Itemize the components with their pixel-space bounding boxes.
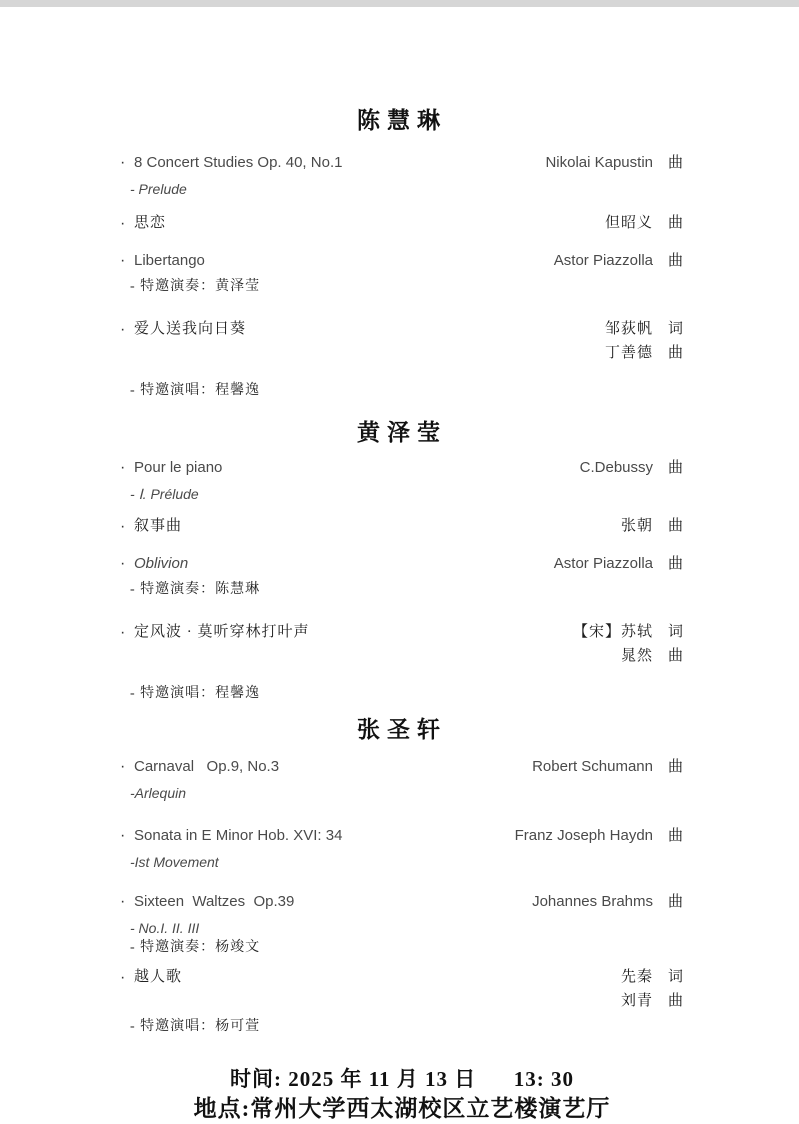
credit-name: 晁然 [620,648,653,664]
performer-name: 黄泽莹 [357,420,447,445]
credit-role: 曲 [668,759,684,775]
footer-time: 时间: 2025 年 11 月 13 日 13: 30 [229,1067,575,1091]
piece-block [120,826,684,871]
bullet-icon: · [120,518,126,535]
piece-block [120,554,684,599]
piece-row [120,153,684,178]
piece-subtitle: -Ist Movement [130,854,219,870]
credit-role: 曲 [668,894,684,910]
piece-credits [532,892,684,917]
piece-subtitle: - Prelude [130,181,187,197]
piece-block [120,214,684,238]
program-body [0,102,799,1124]
bullet-icon: · [120,969,126,986]
bullet-icon: · [120,758,126,775]
piece-subtitle: - 特邀演唱：程馨逸 [130,686,261,701]
piece-row [120,757,684,782]
piece-block [120,517,684,541]
piece-credits [545,153,684,178]
credit-name: Astor Piazzolla [553,252,653,269]
piece-subtitle: - 特邀演奏：杨竣文 [130,940,261,955]
credit-role: 词 [668,969,684,985]
credit-role: 曲 [668,556,684,572]
credit-role: 曲 [668,460,684,476]
piece-block [120,968,684,1036]
piece-block [120,153,684,198]
piece-subtitle: - 特邀演唱：程馨逸 [130,383,261,398]
piece-title: Sonata in E Minor Hob. XVI: 34 [134,827,343,844]
piece-row [120,554,684,579]
piece-credits [621,968,684,1016]
piece-credits [605,214,684,238]
bullet-icon: · [120,893,126,910]
piece-credits [621,517,684,541]
credit-name: Astor Piazzolla [553,555,653,572]
piece-subtitle: - 特邀演奏：黄泽莹 [130,279,261,294]
piece-row [120,320,684,368]
credit-role: 词 [668,624,684,640]
credit-name: C.Debussy [579,459,653,476]
piece-block [120,623,684,703]
credit-name: 刘青 [620,993,653,1009]
piece-title: 思恋 [134,215,167,231]
piece-title: 爱人送我向日葵 [134,321,247,337]
credit-name: 但昭义 [604,215,653,231]
piece-title: 定风波 · 莫听穿林打叶声 [134,624,310,640]
credit-role: 曲 [668,828,684,844]
credit-name: 先秦 [620,969,653,985]
piece-subtitle: - 特邀演奏：陈慧琳 [130,582,261,597]
piece-row [120,214,684,238]
credit-role: 曲 [668,648,684,664]
credit-role: 词 [668,321,684,337]
piece-block [120,458,684,503]
bullet-icon: · [120,555,126,572]
piece-credits [573,623,684,671]
piece-credits [605,320,684,368]
piece-subtitle: - Ⅰ. Prélude [130,486,199,502]
bullet-icon: · [120,215,126,232]
piece-block [120,251,684,296]
performer-name: 张圣轩 [357,717,447,742]
piece-credits [554,251,684,276]
piece-row [120,968,684,1016]
piece-credits [515,826,684,851]
bullet-icon: · [120,321,126,338]
performer-name: 陈慧琳 [357,108,447,133]
credit-name: 邹荻帆 [604,321,653,337]
credit-name: Nikolai Kapustin [545,154,653,171]
piece-row [120,458,684,483]
piece-credits [554,554,684,579]
top-gray-bar [0,0,799,7]
bullet-icon: · [120,154,126,171]
piece-row [120,892,684,917]
credit-name: 张朝 [620,518,653,534]
piece-title: Sixteen Waltzes Op.39 [134,893,295,910]
bullet-icon: · [120,252,126,269]
credit-name: 【宋】苏轼 [572,624,653,640]
piece-title: 叙事曲 [134,518,183,534]
piece-block [120,320,684,400]
credit-name: Johannes Brahms [532,893,653,910]
bullet-icon: · [120,624,126,641]
credit-role: 曲 [668,345,684,361]
bullet-icon: · [120,459,126,476]
piece-block [120,892,684,957]
credit-name: Franz Joseph Haydn [514,827,653,844]
credit-role: 曲 [668,215,684,231]
piece-subtitle: -Arlequin [130,785,187,801]
piece-subtitle: - No.I. II. III [130,920,200,936]
piece-title: Pour le piano [134,459,223,476]
piece-row [120,623,684,671]
credit-role: 曲 [668,253,684,269]
piece-credits [532,757,684,782]
footer-venue: 地点:常州大学西太湖校区立艺楼演艺厅 [193,1096,611,1121]
credit-role: 曲 [668,518,684,534]
piece-block [120,757,684,802]
piece-title: Carnaval Op.9, No.3 [134,758,280,775]
piece-subtitle: - 特邀演唱：杨可萱 [130,1019,261,1034]
footer [120,1066,684,1124]
piece-credits [580,458,684,483]
piece-title: Oblivion [134,555,189,572]
piece-row [120,826,684,851]
credit-name: Robert Schumann [532,758,653,775]
piece-row [120,251,684,276]
bullet-icon: · [120,827,126,844]
piece-title: 8 Concert Studies Op. 40, No.1 [134,154,343,171]
credit-role: 曲 [668,155,684,171]
piece-title: 越人歌 [134,969,183,985]
credit-role: 曲 [668,993,684,1009]
piece-title: Libertango [134,252,205,269]
piece-row [120,517,684,541]
credit-name: 丁善德 [604,345,653,361]
